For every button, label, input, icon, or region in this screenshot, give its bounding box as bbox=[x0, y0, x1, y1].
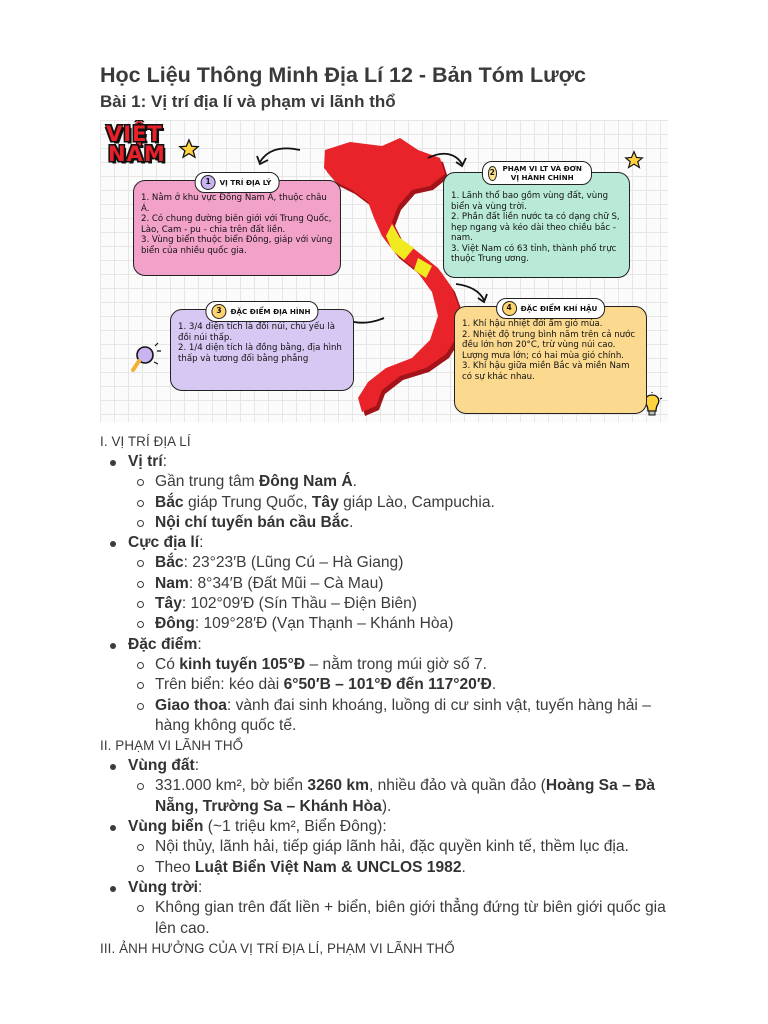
list-item bbox=[100, 837, 680, 857]
card-tag bbox=[205, 301, 318, 322]
text: : 8°34′B (Đất Mũi – Cà Mau) bbox=[188, 574, 384, 592]
list-item bbox=[100, 898, 680, 939]
card-line: 3. Việt Nam có 63 tỉnh, thành phố trực thuộc Trung ương. bbox=[451, 243, 617, 264]
text: . bbox=[352, 473, 357, 491]
card-number: 4 bbox=[502, 301, 517, 316]
card-number: 2 bbox=[488, 166, 497, 181]
item-label: Vùng trời bbox=[128, 878, 198, 896]
text-bold: Tây bbox=[311, 493, 339, 511]
card-line: 1. 3/4 diện tích là đồi núi, chủ yếu là đồi núi thấp. bbox=[178, 322, 335, 343]
section-heading: I. VỊ TRÍ ĐỊA LÍ bbox=[100, 434, 191, 449]
text: 331.000 km², bờ biển bbox=[155, 777, 308, 795]
text: Gần trung tâm bbox=[155, 473, 260, 491]
text-bold: Luật Biển Việt Nam & UNCLOS 1982 bbox=[194, 858, 462, 876]
text: . bbox=[491, 676, 497, 694]
text: giáp Trung Quốc, bbox=[183, 493, 312, 511]
list-item bbox=[100, 472, 680, 492]
text-bold: Đông Nam Á bbox=[259, 473, 353, 491]
section-heading: II. PHẠM VI LÃNH THỔ bbox=[100, 738, 244, 754]
star-icon bbox=[178, 138, 200, 160]
card-line: 1. Nằm ở khu vực Đông Nam Á, thuộc châu Á. bbox=[141, 193, 327, 214]
text: Theo bbox=[155, 858, 195, 876]
text: – nằm trong múi giờ số 7. bbox=[305, 655, 487, 673]
text: Không gian trên đất liền + biển, biên giới thẳng đứng từ biên giới quốc gia lên cao. bbox=[155, 899, 666, 937]
text-bold: Nam bbox=[155, 574, 189, 592]
text: Nội thủy, lãnh hải, tiếp giáp lãnh hải, đặc quyền kinh tế, thềm lục địa. bbox=[155, 838, 629, 856]
item-label: Đặc điểm bbox=[128, 635, 198, 653]
list-item bbox=[100, 574, 680, 594]
item-label: Vị trí bbox=[128, 453, 163, 470]
text: : 109°28′Đ (Vạn Thạnh – Khánh Hòa) bbox=[194, 615, 454, 633]
card-number: 1 bbox=[201, 175, 216, 190]
text: : 102°09′Đ (Sín Thầu – Điện Biên) bbox=[181, 595, 417, 613]
list-item bbox=[100, 614, 680, 634]
list-item bbox=[100, 655, 680, 675]
text-bold: 3260 km bbox=[307, 777, 369, 795]
list-item bbox=[100, 553, 680, 573]
text: . bbox=[349, 513, 354, 531]
card-line: 1. Lãnh thổ bao gồm vùng đất, vùng biển và vùng trời. bbox=[451, 191, 609, 212]
card-tag bbox=[195, 172, 280, 193]
page-title: Học Liệu Thông Minh Địa Lí 12 - Bản Tóm Lược bbox=[100, 63, 586, 87]
card-number: 3 bbox=[211, 304, 226, 319]
card-title: ĐẶC ĐIỂM KHÍ HẬU bbox=[520, 304, 598, 313]
magnifier-icon bbox=[130, 342, 162, 378]
item-label: Vùng biển bbox=[128, 818, 204, 836]
card-location bbox=[133, 177, 341, 276]
text-bold: Bắc bbox=[155, 554, 184, 572]
text-bold: Tây bbox=[155, 595, 182, 613]
text-bold: Nội chí tuyến bán cầu Bắc bbox=[155, 513, 350, 531]
text-bold: Đông bbox=[155, 615, 195, 633]
card-line: 2. 1/4 diện tích là đồng bằng, địa hình thấp và tương đối bằng phẳng bbox=[178, 343, 342, 364]
card-line: 2. Có chung đường biên giới với Trung Quốc, Lào, Cam - pu - chia trên đất liền. bbox=[141, 214, 332, 235]
text: ). bbox=[381, 797, 392, 815]
text: . bbox=[461, 858, 466, 876]
card-line: 3. Vùng biển thuộc biển Đông, giáp với vùng biển của nhiều quốc gia. bbox=[141, 235, 333, 256]
list-item: Vùng trời: bbox=[100, 878, 680, 898]
card-title: VỊ TRÍ ĐỊA LÝ bbox=[219, 178, 272, 187]
text-bold: Giao thoa bbox=[155, 696, 227, 714]
list-item bbox=[100, 493, 680, 513]
list-item bbox=[100, 776, 680, 817]
section-heading: III. ẢNH HƯỞNG CỦA VỊ TRÍ ĐỊA LÍ, PHẠM VI LÃNH THỔ bbox=[100, 940, 455, 956]
text: : vành đai sinh khoáng, luồng di cư sinh vật, tuyến hàng hải – hàng không quốc tế. bbox=[155, 696, 651, 734]
text: , nhiều đảo và quần đảo ( bbox=[368, 777, 546, 795]
text: : 23°23′B (Lũng Cú – Hà Giang) bbox=[183, 554, 404, 572]
vietnam-title bbox=[106, 124, 174, 164]
list-item bbox=[100, 594, 680, 614]
card-tag bbox=[496, 298, 606, 319]
card-terrain bbox=[170, 306, 354, 391]
card-line: 3. Khí hậu giữa miền Bắc và miền Nam có sự khác nhau. bbox=[462, 361, 630, 382]
card-line: 1. Khí hậu nhiệt đới ẩm gió mùa. bbox=[462, 319, 603, 329]
list-item bbox=[100, 675, 680, 695]
text: giáp Lào, Campuchia. bbox=[338, 493, 495, 511]
list-item bbox=[100, 513, 680, 533]
card-title: PHẠM VI LT VÀ ĐƠN VỊ HÀNH CHÍNH bbox=[502, 164, 582, 182]
list-item: Vùng đất: bbox=[100, 756, 680, 776]
card-climate bbox=[454, 303, 647, 414]
star-icon bbox=[624, 150, 644, 170]
list-item bbox=[100, 858, 680, 878]
lesson-outline bbox=[100, 432, 680, 959]
text: Trên biển: kéo dài bbox=[155, 676, 284, 694]
infographic bbox=[100, 120, 668, 422]
lesson-subtitle: Bài 1: Vị trí địa lí và phạm vi lãnh thổ bbox=[100, 92, 396, 111]
text: (~1 triệu km², Biển Đông): bbox=[203, 818, 387, 836]
list-item: Đặc điểm: bbox=[100, 635, 680, 655]
title-viet-word: VIỆT bbox=[106, 122, 163, 146]
item-label: Cực địa lí bbox=[128, 534, 200, 552]
list-item bbox=[100, 696, 680, 737]
title-nam-word: NAM bbox=[108, 142, 166, 166]
text: Có bbox=[155, 655, 180, 673]
card-line: 2. Nhiệt độ trung bình năm trên cả nước đều lớn hơn 20°C, trừ vùng núi cao. Lượng mưa lớn; có hai mùa gió chính. bbox=[462, 329, 636, 361]
item-label: Vùng đất bbox=[128, 757, 195, 775]
list-item: Cực địa lí: bbox=[100, 533, 680, 553]
card-title: ĐẶC ĐIỂM ĐỊA HÌNH bbox=[230, 307, 311, 316]
card-tag bbox=[482, 161, 592, 185]
list-item: Vị trí: bbox=[100, 452, 680, 472]
list-item bbox=[100, 817, 680, 837]
card-line: 2. Phần đất liền nước ta có dạng chữ S, hẹp ngang và kéo dài theo chiều bắc - nam. bbox=[451, 212, 620, 243]
text-bold: Bắc bbox=[155, 493, 184, 511]
text-bold: kinh tuyến 105°Đ bbox=[179, 655, 306, 673]
text-bold: Hoàng Sa – Đà Nẵng, Trường Sa – Khánh Hòa bbox=[155, 777, 656, 815]
card-territory bbox=[443, 164, 630, 278]
text-bold: 6°50′B – 101°Đ đến 117°20′Đ bbox=[283, 676, 492, 694]
